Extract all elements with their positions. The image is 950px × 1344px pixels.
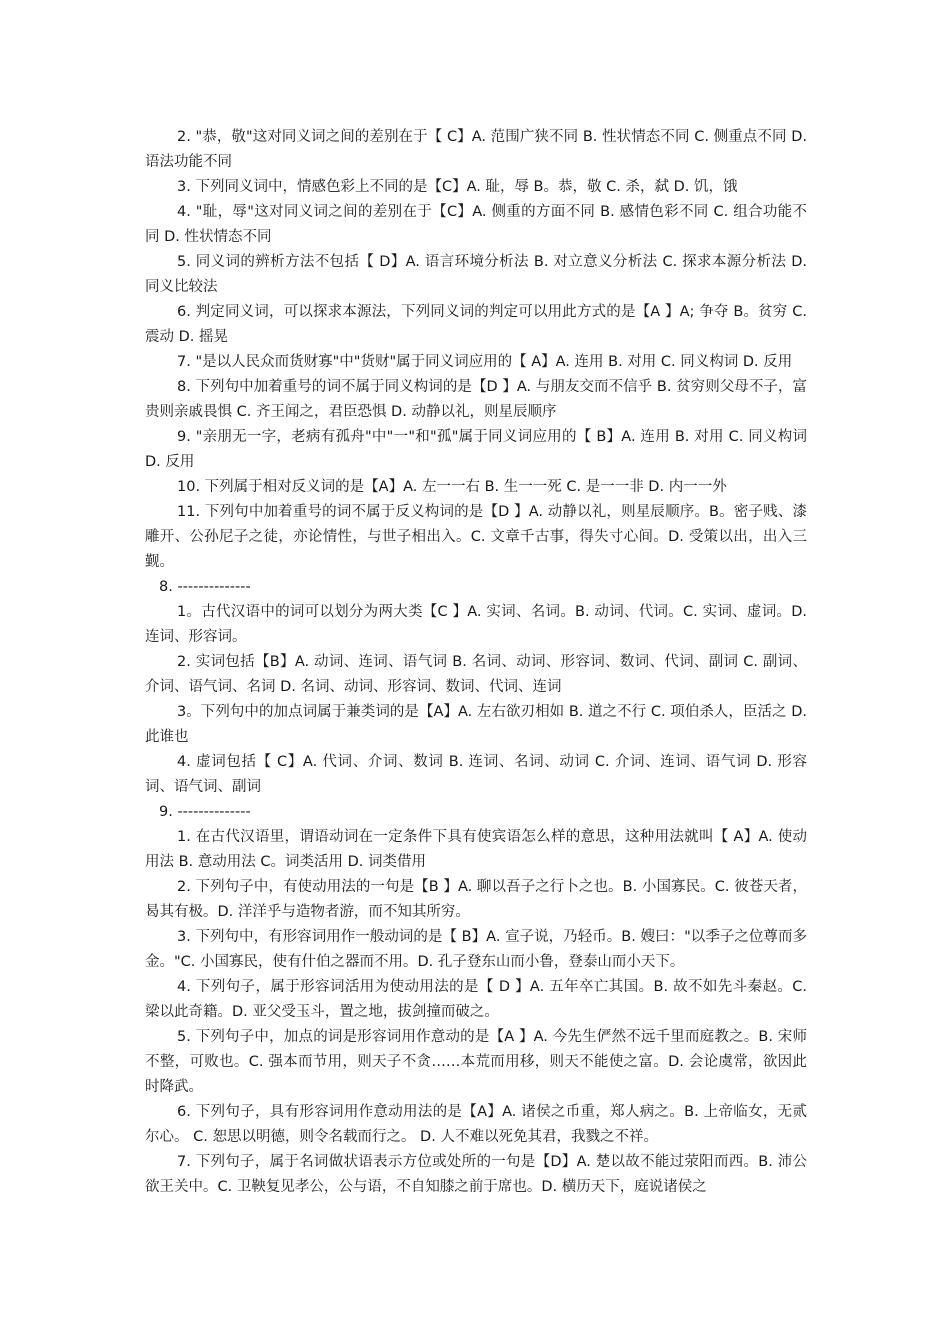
question-paragraph: 10. 下列属于相对反义词的是【A】A. 左一一右 B. 生一一死 C. 是一一非 D. 内一一外 — [177, 479, 727, 495]
question-paragraph: 1。古代汉语中的词可以划分为两大类【C 】A. 实词、名词。B. 动词、代词。C. 实词、虚词。D. 连词、形容词。 — [145, 604, 807, 645]
question-paragraph: 4. 下列句子，属于形容词活用为使动用法的是【 D 】A. 五年卒亡其国。B. 故不如先斗秦赵。C. 梁以此奇籍。D. 亚父受玉斗，置之地，拔剑撞而破之。 — [145, 979, 807, 1020]
question-paragraph: 2. 实词包括【B】A. 动词、连词、语气词 B. 名词、动词、形容词、数词、代词、副词 C. 副词、介词、语气词、名词 D. 名词、动词、形容词、数词、代词、连词 — [145, 654, 807, 695]
question-paragraph: 4. "耻，辱"这对同义词之间的差别在于【C】A. 侧重的方面不同 B. 感情色彩不同 C. 组合功能不同 D. 性状情态不同 — [145, 204, 807, 245]
section-heading: 9. -------------- — [159, 804, 251, 820]
question-paragraph: 5. 同义词的辨析方法不包括【 D】A. 语言环境分析法 B. 对立意义分析法 C. 探求本源分析法 D. 同义比较法 — [145, 254, 807, 295]
question-paragraph: 6. 判定同义词，可以探求本源法，下列同义词的判定可以用此方式的是【A 】A; 争夺 B。贫穷 C. 震动 D. 摇晃 — [145, 304, 807, 345]
question-paragraph: 7. "是以人民众而货财寡"中"货财"属于同义词应用的【 A】A. 连用 B. 对用 C. 同义构词 D. 反用 — [177, 354, 793, 370]
question-paragraph: 6. 下列句子，具有形容词用作意动用法的是【A】A. 诸侯之币重，郑人病之。B. 上帝临女，无贰尔心。 C. 恕思以明德，则令名载而行之。 D. 人不难以死免其君，我戮之不祥。 — [145, 1104, 807, 1145]
question-paragraph: 4. 虚词包括【 C】A. 代词、介词、数词 B. 连词、名词、动词 C. 介词、连词、语气词 D. 形容词、语气词、副词 — [145, 754, 807, 795]
question-paragraph: 11. 下列句中加着重号的词不属于反义构词的是【D 】A. 动静以礼，则星辰顺序。B。密子贱、漆雕开、公孙尼子之徒，亦论情性，与世子相出入。C. 文章千古事，得失寸心间。D. 受策以出，出入三觐。 — [145, 504, 807, 570]
question-paragraph: 3。下列句中的加点词属于兼类词的是【A】A. 左右欲刃相如 B. 道之不行 C. 项伯杀人，臣活之 D. 此谁也 — [145, 704, 807, 745]
question-paragraph: 2. 下列句子中，有使动用法的一句是【B 】A. 聊以吾子之行卜之也。B. 小国寡民。C. 彼苍天者，曷其有极。D. 洋洋乎与造物者游，而不知其所穷。 — [145, 879, 807, 920]
question-paragraph: 5. 下列句子中，加点的词是形容词用作意动的是【A 】A. 今先生俨然不远千里而庭教之。B. 宋师不整，可败也。C. 强本而节用，则天子不贪……本荒而用移，则天不能使之富。D. 会论虞常，欲因此时降武。 — [145, 1029, 807, 1095]
question-paragraph: 7. 下列句子，属于名词做状语表示方位或处所的一句是【D】A. 楚以故不能过荥阳而西。B. 沛公欲王关中。C. 卫鞅复见孝公，公与语，不自知膝之前于席也。D. 横历天下，庭说诸侯之 — [145, 1154, 807, 1195]
section-heading: 8. -------------- — [159, 579, 251, 595]
question-paragraph: 1. 在古代汉语里，谓语动词在一定条件下具有使宾语怎么样的意思，这种用法就叫【 A】A. 使动用法 B. 意动用法 C。词类活用 D. 词类借用 — [145, 829, 807, 870]
question-paragraph: 3. 下列句中，有形容词用作一般动词的是【 B】A. 宣子说，乃轻币。B. 嫂曰："以季子之位尊而多金。"C. 小国寡民，使有什伯之器而不用。D. 孔子登东山而小鲁，登泰山而小天下。 — [145, 929, 807, 970]
question-paragraph: 9. "亲朋无一字，老病有孤舟"中"一"和"孤"属于同义词应用的【 B】A. 连用 B. 对用 C. 同义构词 D. 反用 — [145, 429, 807, 470]
document-body — [145, 125, 807, 1200]
question-paragraph: 2. "恭，敬"这对同义词之间的差别在于【 C】A. 范围广狭不同 B. 性状情态不同 C. 侧重点不同 D. 语法功能不同 — [145, 129, 807, 170]
question-paragraph: 8. 下列句中加着重号的词不属于同义构词的是【D 】A. 与朋友交而不信乎 B. 贫穷则父母不子，富贵则亲戚畏惧 C. 齐王闻之，君臣恐惧 D. 动静以礼，则星辰顺序 — [145, 379, 807, 420]
question-paragraph: 3. 下列同义词中，情感色彩上不同的是【C】A. 耻，辱 B。恭，敬 C. 杀，弑 D. 饥，饿 — [177, 179, 738, 195]
